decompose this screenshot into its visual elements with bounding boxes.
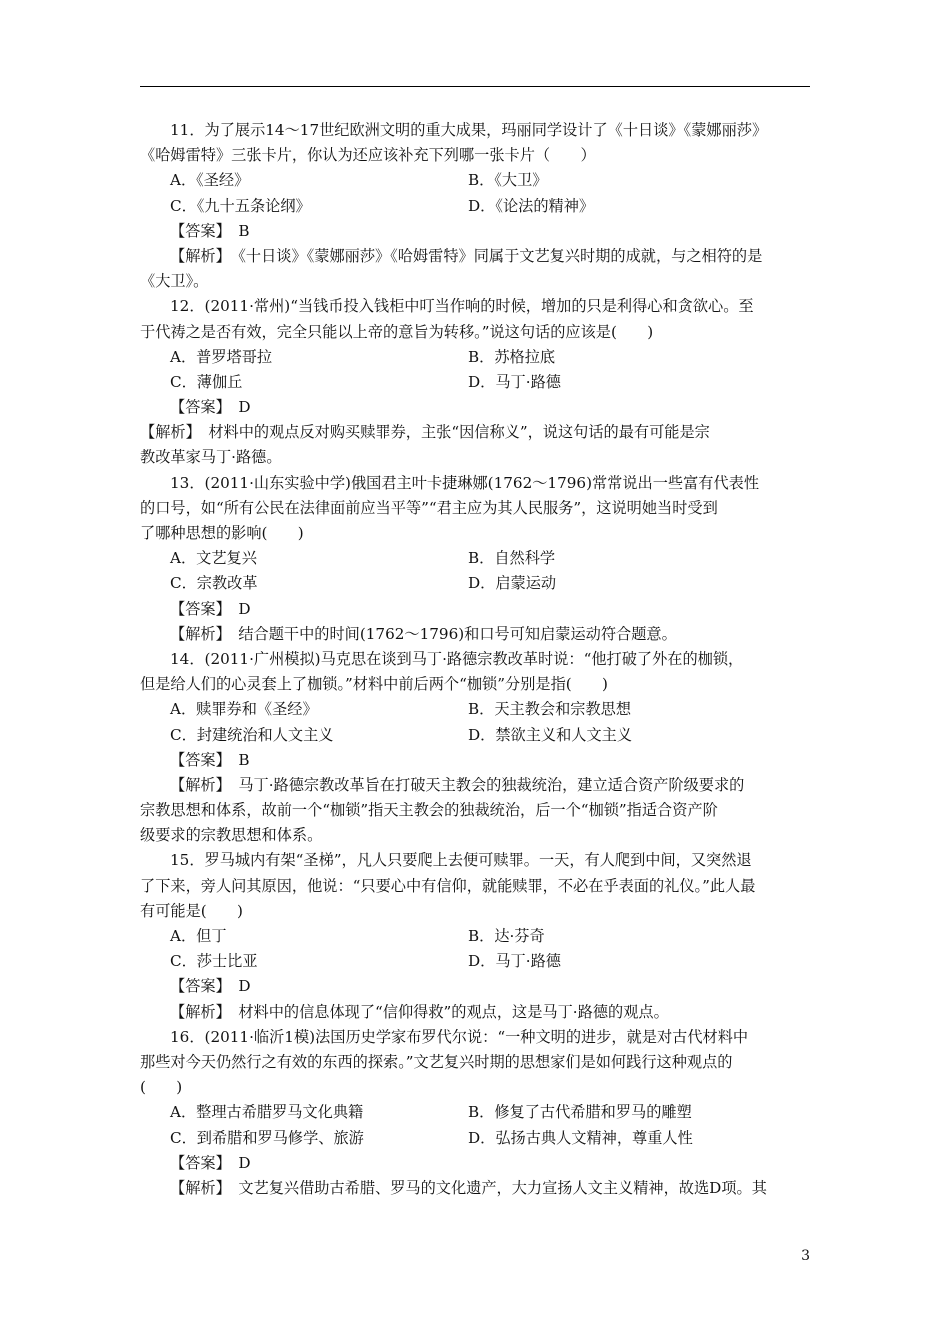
option-right: D．《论法的精神》 (468, 196, 595, 215)
text-line: 了哪种思想的影响( ) (140, 524, 304, 542)
text-line: 【解析】 材料中的信息体现了“信仰得救”的观点，这是马丁·路德的观点。 (170, 1002, 669, 1021)
text-line: 【解析】 文艺复兴借助古希腊、罗马的文化遗产，大力宣扬人文主义精神，故选D项。其 (170, 1178, 767, 1197)
option-left: C．到希腊和罗马修学、旅游 (170, 1128, 364, 1147)
text-line: 的口号，如“所有公民在法律面前应当平等”“君主应为其人民服务”，这说明她当时受到 (140, 498, 718, 517)
option-left: A．普罗塔哥拉 (170, 347, 273, 366)
text-line: 了下来，旁人问其原因，他说：“只要心中有信仰，就能赎罪，不必在乎表面的礼仪。”此人最 (140, 876, 756, 895)
text-line: 【解析】 材料中的观点反对购买赎罪券，主张“因信称义”，说这句话的最有可能是宗 (140, 423, 710, 442)
answer-options-row (140, 571, 812, 596)
text-line: 11．为了展示14～17世纪欧洲文明的重大成果，玛丽同学设计了《十日谈》《蒙娜丽莎》 (170, 121, 768, 139)
option-left: A．整理古希腊罗马文化典籍 (170, 1103, 364, 1122)
answer-options-row (140, 723, 812, 748)
option-left: C．《九十五条论纲》 (170, 196, 311, 215)
text-line: 有可能是( ) (140, 901, 243, 920)
option-left: A．但丁 (170, 927, 227, 945)
option-left: C．薄伽丘 (170, 372, 243, 391)
option-left: C．莎士比亚 (170, 952, 258, 971)
option-right: B．《大卫》 (468, 171, 548, 190)
text-line: 12．(2011·常州)“当钱币投入钱柜中叮当作响的时候，增加的只是利得心和贪欲心。至 (170, 297, 754, 316)
text-line: 【答案】 D (170, 1153, 251, 1172)
text-line: 【答案】 B (170, 750, 250, 769)
option-right: B．天主教会和宗教思想 (468, 700, 632, 719)
text-line: 于代祷之是否有效，完全只能以上帝的意旨为转移。”说这句话的应该是( ) (140, 322, 654, 341)
text-line: 【解析】 结合题干中的时间(1762～1796)和口号可知启蒙运动符合题意。 (170, 624, 677, 643)
answer-options-row (140, 168, 812, 193)
option-right: D．弘扬古典人文精神，尊重人性 (468, 1128, 693, 1147)
option-left: A．文艺复兴 (170, 549, 257, 568)
text-line: 【答案】 B (170, 221, 250, 240)
answer-options-row (140, 370, 812, 395)
text-line: 《哈姆雷特》三张卡片，你认为还应该补充下列哪一张卡片（ ） (140, 146, 596, 165)
answer-options-row (140, 697, 812, 722)
text-line: 但是给人们的心灵套上了枷锁。”材料中前后两个“枷锁”分别是指( ) (140, 675, 608, 694)
option-right: B．苏格拉底 (468, 347, 556, 366)
text-line: 教改革家马丁·路德。 (140, 448, 282, 467)
option-left: C．封建统治和人文主义 (170, 725, 334, 744)
option-right: D．马丁·路德 (468, 372, 561, 391)
page-number: 3 (801, 1248, 810, 1264)
answer-options-row (140, 546, 812, 571)
text-line: 【解析】 马丁·路德宗教改革旨在打破天主教会的独裁统治，建立适合资产阶级要求的 (170, 775, 745, 794)
answer-options-row (140, 345, 812, 370)
text-line: 15．罗马城内有架“圣梯”，凡人只要爬上去便可赎罪。一天，有人爬到中间，又突然退 (170, 851, 752, 870)
text-line: 那些对今天仍然行之有效的东西的探索。”文艺复兴时期的思想家们是如何践行这种观点的 (140, 1052, 733, 1071)
option-right: D．禁欲主义和人文主义 (468, 725, 633, 744)
text-line: 【答案】 D (170, 398, 251, 417)
answer-options-row (140, 924, 812, 949)
document-body (140, 118, 812, 1201)
text-line: 14．(2011·广州模拟)马克思在谈到马丁·路德宗教改革时说：“他打破了外在的枷锁， (170, 649, 744, 668)
option-right: B．修复了古代希腊和罗马的雕塑 (468, 1103, 692, 1122)
option-left: C．宗教改革 (170, 574, 258, 593)
text-line: 【答案】 D (170, 977, 251, 996)
option-left: A．《圣经》 (170, 171, 250, 190)
text-line: 16．(2011·临沂1模)法国历史学家布罗代尔说：“一种文明的进步，就是对古代材料中 (170, 1027, 749, 1046)
text-line: 【答案】 D (170, 599, 251, 618)
option-right: B．自然科学 (468, 549, 556, 568)
text-line: ( ) (140, 1078, 183, 1097)
text-line: 《大卫》。 (140, 272, 209, 291)
text-line: 13．(2011·山东实验中学)俄国君主叶卡捷琳娜(1762～1796)常常说出一些富有代表性 (170, 473, 760, 492)
option-right: B．达·芬奇 (468, 927, 545, 945)
text-line: 宗教思想和体系，故前一个“枷锁”指天主教会的独裁统治，后一个“枷锁”指适合资产阶 (140, 801, 718, 820)
answer-options-row (140, 949, 812, 974)
text-line: 级要求的宗教思想和体系。 (140, 826, 323, 845)
text-line: 【解析】 《十日谈》《蒙娜丽莎》《哈姆雷特》同属于文艺复兴时期的成就，与之相符的是 (170, 246, 763, 265)
option-right: D．马丁·路德 (468, 952, 561, 971)
header-rule (140, 86, 810, 87)
option-right: D．启蒙运动 (468, 574, 557, 593)
answer-options-row (140, 1126, 812, 1151)
answer-options-row (140, 1100, 812, 1125)
option-left: A．赎罪券和《圣经》 (170, 700, 318, 719)
answer-options-row (140, 194, 812, 219)
